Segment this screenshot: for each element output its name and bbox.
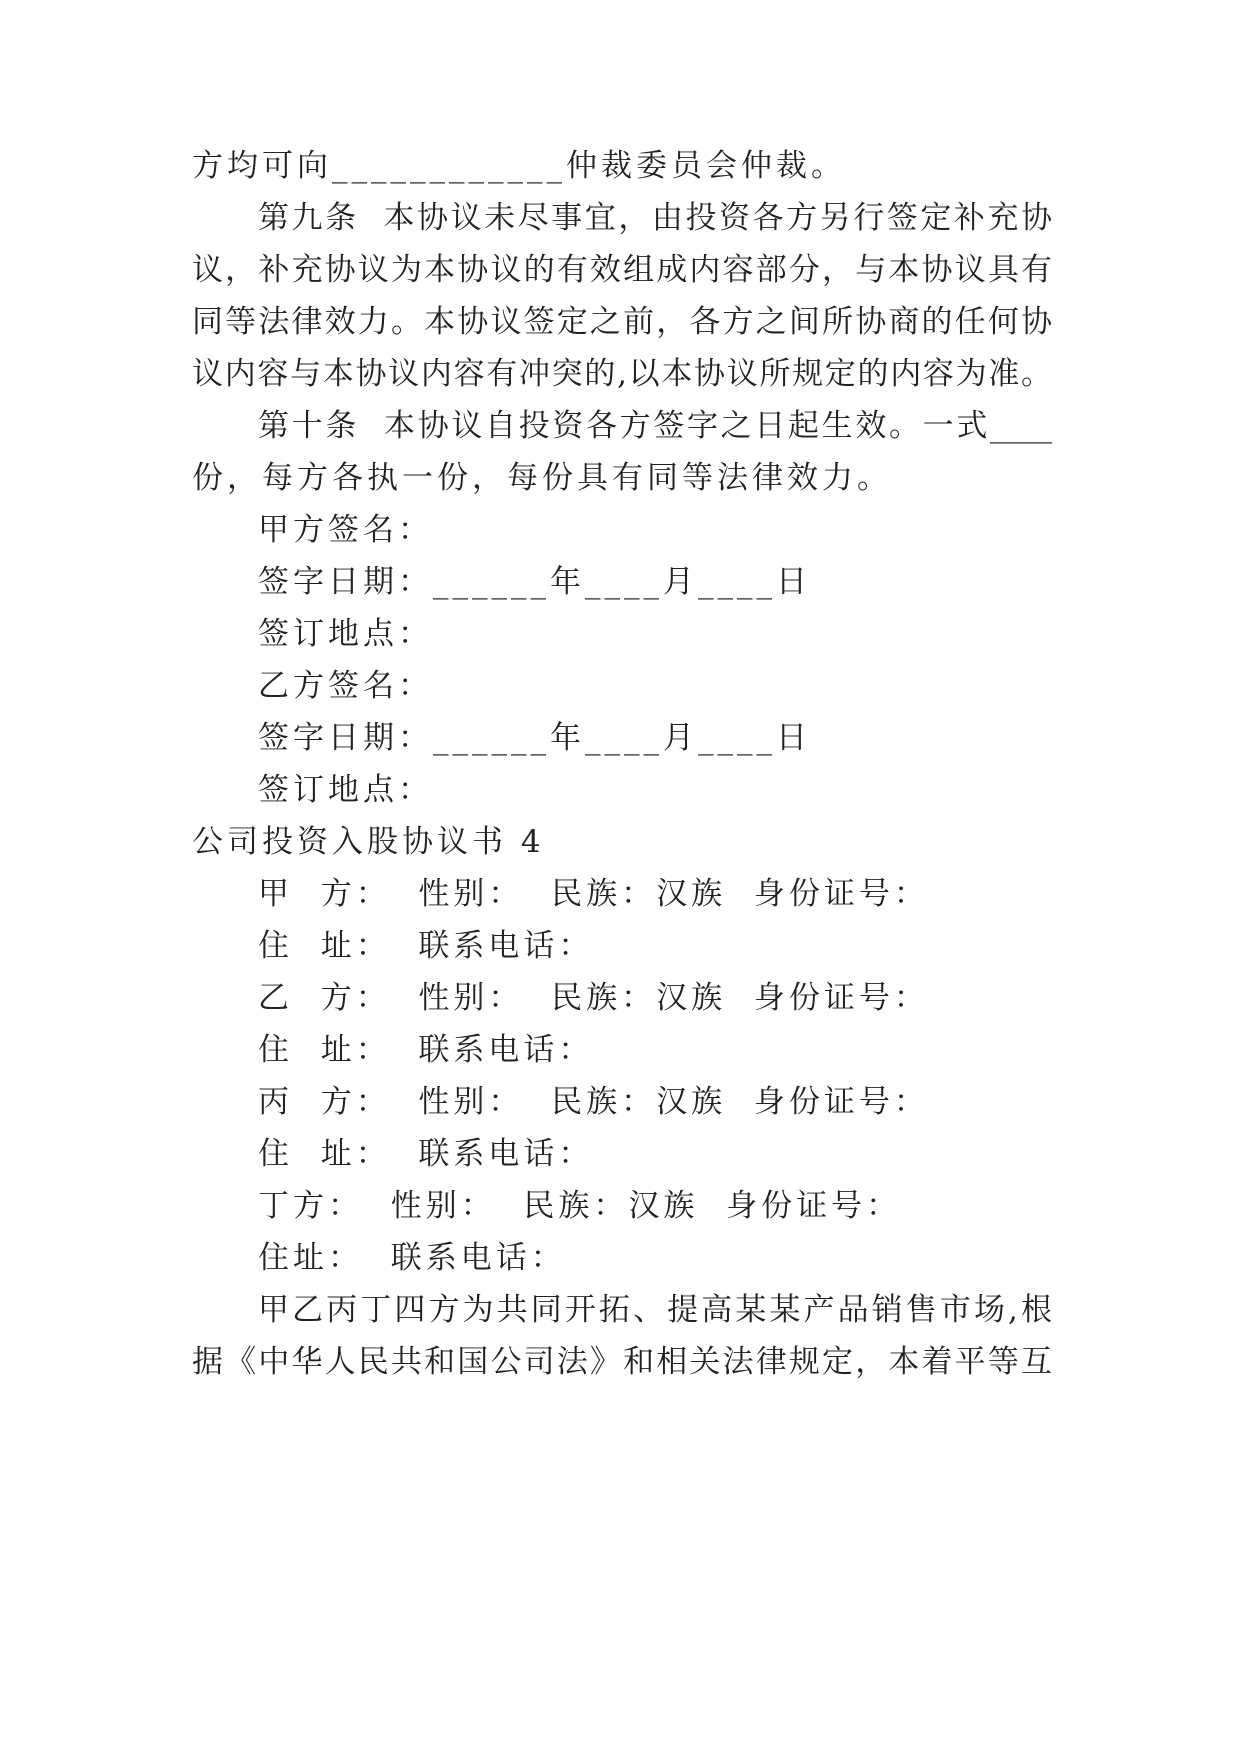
signature-place-line: 签订地点： [258,772,433,808]
party-info-line: 丁方： 性别： 民族：汉族 身份证号： [258,1188,902,1224]
paragraph-line: 议，补充协议为本协议的有效组成内容部分，与本协议具有 [192,252,1052,288]
paragraph-line: 同等法律效力。本协议签定之前，各方之间所协商的任何协 [192,304,1052,340]
signature-date-line: 签字日期：______年____月____日 [258,720,811,756]
party-info-line: 甲 方： 性别： 民族：汉族 身份证号： [258,876,929,912]
paragraph-line: 甲乙丙丁四方为共同开拓、提高某某产品销售市场,根 [258,1292,1052,1328]
party-address-line: 住 址： 联系电话： [258,928,594,964]
paragraph-line: 方均可向____________仲裁委员会仲裁。 [192,148,846,184]
signature-place-line: 签订地点： [258,616,433,652]
signature-date-line: 签字日期：______年____月____日 [258,564,811,600]
party-address-line: 住 址： 联系电话： [258,1136,594,1172]
party-info-line: 丙 方： 性别： 民族：汉族 身份证号： [258,1084,929,1120]
paragraph-line: 第九条 本协议未尽事宜，由投资各方另行签定补充协 [258,200,1052,236]
paragraph-line: 份，每方各执一份，每份具有同等法律效力。 [192,460,892,496]
signature-label: 乙方签名： [258,668,433,704]
party-address-line: 住 址： 联系电话： [258,1032,594,1068]
paragraph-line: 议内容与本协议内容有冲突的,以本协议所规定的内容为准。 [192,356,1052,392]
signature-label: 甲方签名： [258,512,433,548]
party-address-line: 住址： 联系电话： [258,1240,566,1276]
party-info-line: 乙 方： 性别： 民族：汉族 身份证号： [258,980,929,1016]
paragraph-line: 第十条 本协议自投资各方签字之日起生效。一式____ [258,408,1052,444]
paragraph-line: 据《中华人民共和国公司法》和相关法律规定，本着平等互 [192,1344,1052,1380]
section-title: 公司投资入股协议书 4 [192,824,545,860]
